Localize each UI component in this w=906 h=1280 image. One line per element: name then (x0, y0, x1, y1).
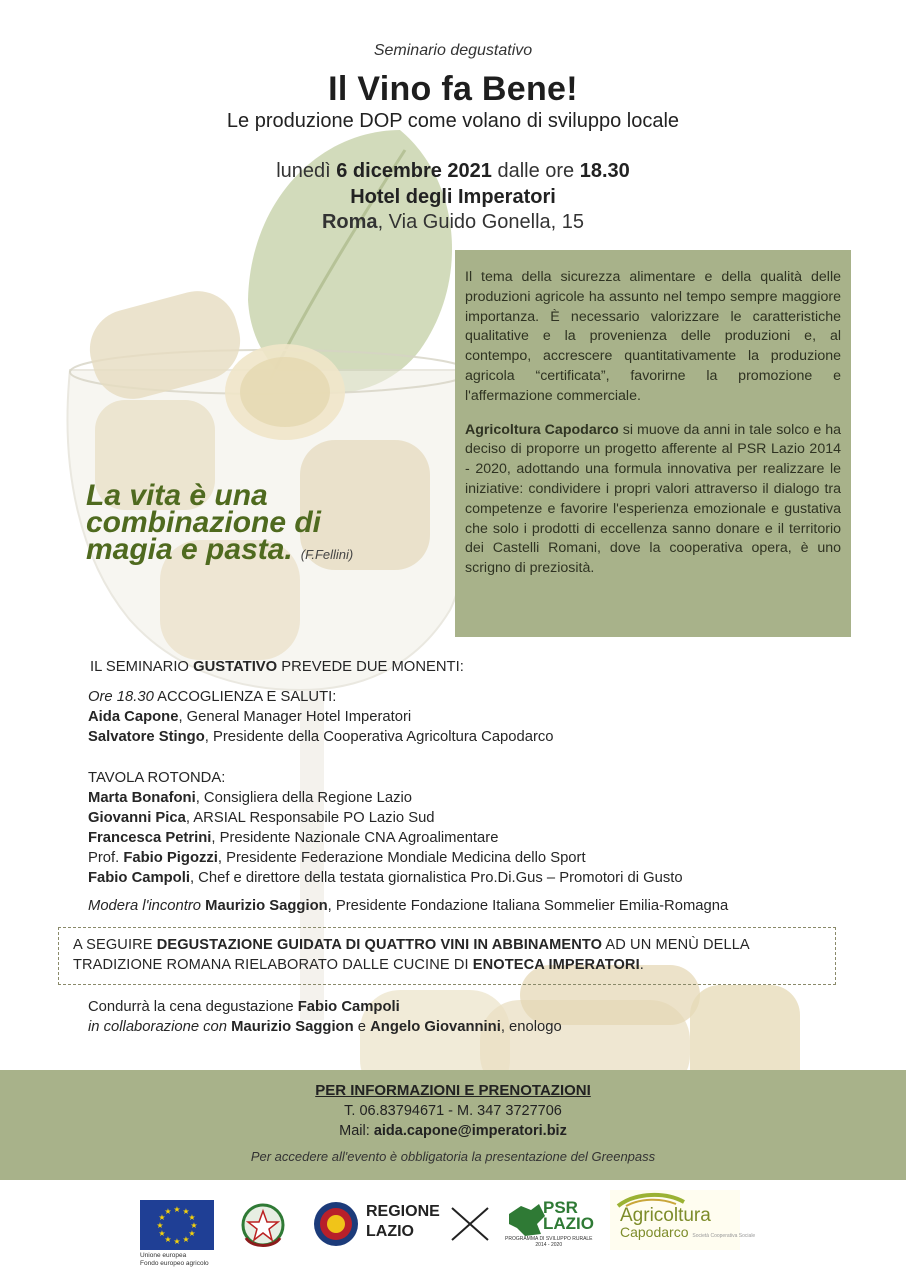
regione-shield-icon (312, 1200, 360, 1248)
intro-paragraph-1: Il tema della sicurezza alimentare e della qualità delle produzioni agricole ha assunto nel tempo sempre maggiore importanza. È necessario valorizzare le caratteristiche qualitative e la provenienza delle produzioni e, al contempo, accrescere quantitativamente la produzione agricola “certificata”, favorirne la promozione e l'affermazione commerciale. (465, 269, 841, 404)
agri-text: Agricoltura Capodarco Società Cooperativa Sociale (620, 1205, 756, 1240)
info-mail[interactable]: Mail: aida.capone@imperatori.biz (339, 1123, 567, 1139)
svg-text:★: ★ (188, 1229, 196, 1238)
fellini-quote: La vita è una combinazione di magia e pasta. (F.Fellini) (86, 479, 354, 566)
dinner-host: Condurrà la cena degustazione Fabio Campoli (88, 999, 400, 1015)
svg-text:★: ★ (182, 1207, 190, 1216)
venue-name: Hotel degli Imperatori (350, 186, 556, 208)
speaker: Giovanni Pica, ARSIAL Responsabile PO Lazio Sud (88, 810, 435, 826)
psr-caption: PROGRAMMA DI SVILUPPO RURALE 2014 - 2020 (505, 1236, 593, 1248)
venue-address: Roma, Via Guido Gonella, 15 (321, 211, 584, 233)
intro-box (455, 250, 851, 637)
svg-text:★: ★ (173, 1237, 181, 1246)
svg-text:★: ★ (164, 1207, 172, 1216)
regione-lazio-text: REGIONE LAZIO (366, 1203, 440, 1240)
agricoltura-capodarco-logo (610, 1190, 756, 1250)
dinner-info (88, 997, 562, 1037)
tasting-box: A SEGUIRE DEGUSTAZIONE GUIDATA DI QUATTRO VINI IN ABBINAMENTO AD UN MENÙ DELLA TRADIZIONE ROMANA RIELABORATO DALLE CUCINE DI ENOTECA IMPERATORI. (58, 927, 836, 985)
svg-text:★: ★ (158, 1213, 166, 1222)
eu-logo (140, 1200, 214, 1280)
regione-lazio-logo (312, 1200, 492, 1252)
tagline: Le produzione DOP come volano di sviluppo locale (226, 110, 680, 132)
page-title: Il Vino fa Bene! (328, 70, 578, 108)
eu-caption: Unione europea Fondo europeo agricolo (140, 1252, 209, 1267)
round-table-section (88, 768, 683, 888)
svg-text:★: ★ (156, 1221, 164, 1230)
svg-text:★: ★ (158, 1229, 166, 1238)
svg-text:★: ★ (164, 1235, 172, 1244)
speaker: Aida Capone, General Manager Hotel Imperatori (88, 709, 412, 725)
svg-text:★: ★ (182, 1235, 190, 1244)
round-table-label: TAVOLA ROTONDA: (88, 770, 226, 786)
speaker: Prof. Fabio Pigozzi, Presidente Federazione Mondiale Medicina dello Sport (88, 850, 586, 866)
event-date: lunedì 6 dicembre 2021 dalle ore 18.30 (276, 160, 630, 182)
intro-paragraph-2: Agricoltura Capodarco si muove da anni in tale solco e ha deciso di proporre un progetto afferente al PSR Lazio 2014 - 2020, adottando una formula innovativa per realizzare le iniziative: condividere i propri valori attraverso il dialogo tra competenze e favorire l'esperienza emozionale e gustativa che solo i prodotti di eccellenza sanno donare e il territorio dei Castelli Romani, dove la cooperativa opera, è uno scrigno di preziosità. (465, 421, 841, 577)
svg-text:★: ★ (188, 1213, 196, 1222)
quote-author: (F.Fellini) (300, 547, 354, 562)
moderator-line: Modera l'incontro Maurizio Saggion, Presidente Fondazione Italiana Sommelier Emilia-Romagna (88, 898, 729, 914)
speaker: Fabio Campoli, Chef e direttore della testata giornalistica Pro.Di.Gus – Promotori di Gusto (88, 870, 683, 886)
info-title: PER INFORMAZIONI E PRENOTAZIONI (315, 1082, 591, 1099)
welcome-section (88, 687, 554, 747)
regione-mark-icon (450, 1204, 490, 1244)
italian-republic-emblem (240, 1200, 286, 1250)
welcome-label: Ore 18.30 ACCOGLIENZA E SALUTI: (88, 689, 337, 705)
sponsor-logos (0, 1186, 906, 1280)
svg-text:★: ★ (190, 1221, 198, 1230)
speaker: Salvatore Stingo, Presidente della Cooperativa Agricoltura Capodarco (88, 729, 554, 745)
eu-flag-icon (140, 1200, 214, 1250)
greenpass-notice: Per accedere all'evento è obbligatoria la presentazione del Greenpass (250, 1149, 656, 1164)
psr-text: PSR LAZIO (543, 1198, 594, 1233)
emblem-icon (240, 1200, 286, 1250)
psr-lazio-logo (505, 1200, 610, 1252)
speaker: Marta Bonafoni, Consigliera della Regione Lazio (88, 790, 413, 806)
dinner-collaboration: in collaborazione con Maurizio Saggion e Angelo Giovannini, enologo (88, 1019, 562, 1035)
info-phone[interactable]: T. 06.83794671 - M. 347 3727706 (344, 1103, 562, 1119)
program-heading: IL SEMINARIO GUSTATIVO PREVEDE DUE MONENTI: (90, 659, 464, 675)
svg-text:★: ★ (173, 1205, 181, 1214)
speaker: Francesca Petrini, Presidente Nazionale CNA Agroalimentare (88, 830, 499, 846)
event-type: Seminario degustativo (373, 42, 533, 59)
